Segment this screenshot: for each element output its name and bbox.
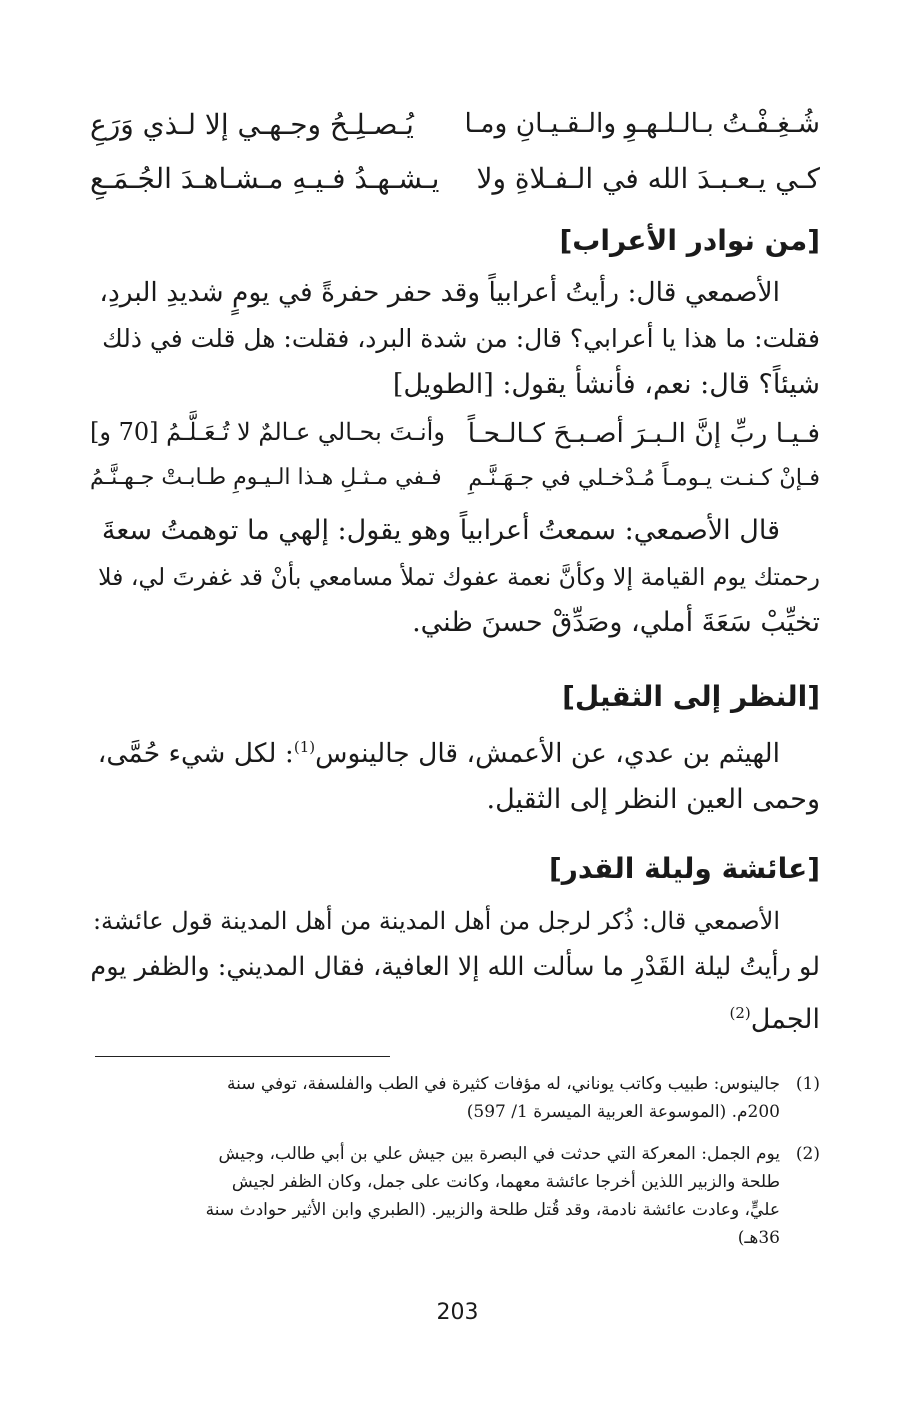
footnote-line: عليٍّ، وعادت عائشة نادمة، وقد قُتل طلحة والزبير. (الطبري وابن الأثير حوادث سنة (205, 1200, 780, 1220)
verse-hemistich-first: شُـغِـفْـتُ بـالـلـهـوِ والـقـيـانِ ومـا (464, 108, 820, 139)
footnote-number: (2) (795, 1144, 820, 1164)
paragraph (90, 724, 820, 823)
footnote (90, 1070, 820, 1126)
verse-hemistich-second: فـفي مـثـلِ هـذا الـيـومِ طـابـتْ جـهـنَّـمُ (90, 465, 442, 490)
footnote-line: جالينوس: طبيب وكاتب يوناني، له مؤفات كثيرة في الطب والفلسفة، توفي سنة (226, 1074, 780, 1094)
footnote-line: 200م. (الموسوعة العربية الميسرة 1/ 597) (466, 1102, 780, 1122)
verse-hemistich-first: فـيـا ربِّ إنَّ الـبـرَ أصـبـحَ كـالـحـاً (467, 418, 820, 449)
verse-hemistich-first: كـي يـعـبـدَ الله في الـفـلاةِ ولا (476, 162, 820, 195)
text-line: وحمى العين النظر إلى الثقيل. (486, 783, 820, 815)
footnote-reference: (1) (293, 738, 316, 756)
text-line: تخيِّبْ سَعَةَ أملي، وصَدِّقْ حسنَ ظني. (412, 607, 820, 638)
text-line: لو رأيتُ ليلة القَدْرِ ما سألت الله إلا العافية، فقال المديني: والظفر يوم (90, 952, 820, 982)
poem-verse (90, 418, 820, 449)
text-run: الجمل (750, 1004, 820, 1035)
text-run: : لكل شيء حُمَّى، (97, 737, 294, 769)
verse-hemistich-second: يـشـهـدُ فـيـهِ مـشـاهـدَ الجُـمَـعِ (90, 162, 440, 195)
poem-verse (90, 465, 820, 491)
footnote-reference: (2) (729, 1004, 751, 1022)
page-number: 203 (436, 1300, 479, 1325)
footnote-line: 36هـ) (737, 1228, 780, 1248)
poem-verse (90, 162, 820, 195)
text-line: الأصمعي قال: ذُكر لرجل من أهل المدينة من أهل المدينة قول عائشة: (92, 907, 780, 935)
text-line: فقلت: ما هذا يا أعرابي؟ قال: من شدة البرد، فقلت: هل قلت في ذلك (102, 324, 820, 353)
text-run: الهيثم بن عدي، عن الأعمش، قال جالينوس (315, 737, 780, 769)
text-line: الأصمعي قال: رأيتُ أعرابياً وقد حفر حفرةً في يومٍ شديدِ البردِ، (99, 277, 780, 308)
text-line: قال الأصمعي: سمعتُ أعرابياً وهو يقول: إلهي ما توهمتُ سعةَ (101, 515, 780, 546)
text-line (90, 990, 820, 1043)
section-heading: [عائشة وليلة القدر] (548, 852, 820, 885)
verse-hemistich-first: فـإنْ كـنـت يـومـاً مُـدْخـلي في جـهَـنَّـمِ (468, 465, 820, 491)
poem-verse (90, 108, 820, 141)
verse-hemistich-second: وأنـتَ بحـالي عـالمٌ لا تُـعَـلَّـمُ [70 و] (90, 418, 445, 446)
paragraph (90, 898, 820, 1043)
text-line: رحمتك يوم القيامة إلا وكأنَّ نعمة عفوك تملأ مسامعي بأنْ قد غفرتَ لي، فلا (98, 563, 820, 591)
section-heading: [من نوادر الأعراب] (559, 224, 820, 257)
footnote-separator (95, 1056, 390, 1057)
paragraph (90, 270, 820, 408)
text-line: شيئاً؟ قال: نعم، فأنشأ يقول: [الطويل] (392, 369, 820, 400)
footnote-number: (1) (795, 1074, 820, 1094)
text-line (90, 724, 820, 777)
footnote-line: يوم الجمل: المعركة التي حدثت في البصرة بين جيش علي بن أبي طالب، وجيش (218, 1144, 780, 1164)
section-heading: [النظر إلى الثقيل] (562, 680, 820, 713)
footnote (90, 1140, 820, 1252)
verse-hemistich-second: يُـصـلِـحُ وجـهـي إلا لـذي وَرَعِ (90, 108, 414, 141)
paragraph (90, 508, 820, 646)
footnote-line: طلحة والزبير اللذين أخرجا عائشة معهما، وكانت على جمل، وكان الظفر لجيش (231, 1172, 780, 1192)
